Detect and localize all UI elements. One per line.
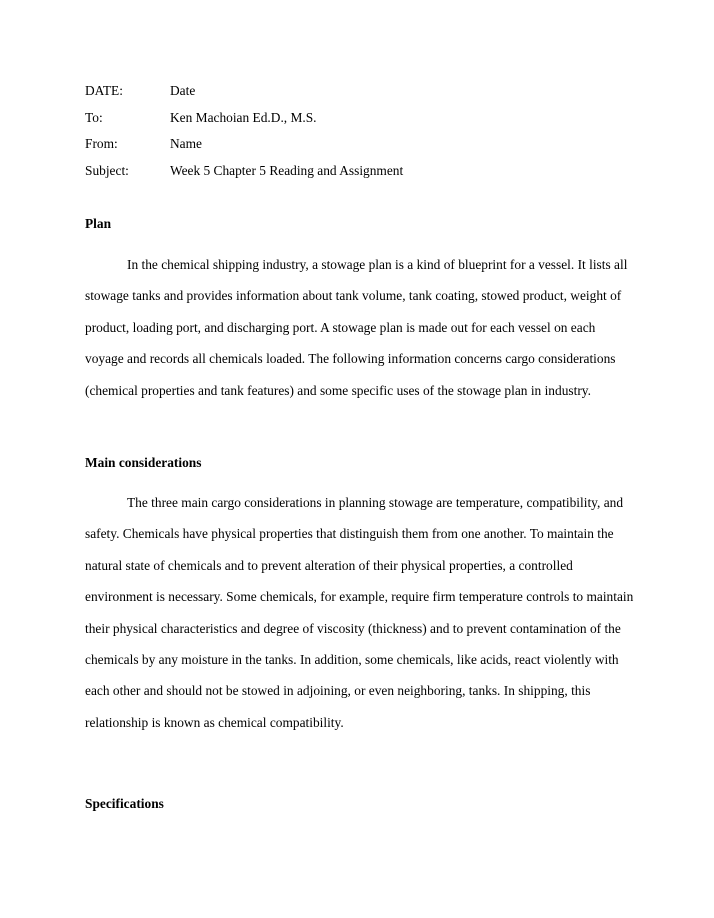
date-label: DATE: [85, 83, 123, 98]
specifications-heading: Specifications [85, 796, 164, 811]
plan-paragraph: In the chemical shipping industry, a stowage plan is a kind of blueprint for a vessel. It lists all stowage tanks and provides information about tank volume, tank coating, stowed product, weight of product, loading port, and discharging port. A stowage plan is made out for each vessel on each voyage and records all chemicals loaded. The following information concerns cargo considerations (chemical properties and tank features) and some specific uses of the stowage plan in industry. [85, 257, 628, 398]
plan-heading: Plan [85, 216, 112, 231]
from-value: Name [170, 136, 202, 151]
subject-label: Subject: [85, 162, 129, 178]
to-label: To: [85, 109, 103, 125]
to-value: Ken Machoian Ed.D., M.S. [170, 109, 317, 125]
from-label: From: [85, 136, 118, 151]
subject-value: Week 5 Chapter 5 Reading and Assignment [170, 162, 404, 178]
memo-header [85, 82, 645, 188]
memo-subject-row [85, 162, 645, 189]
memo-date-row [85, 82, 645, 109]
main-considerations-heading: Main considerations [85, 455, 202, 470]
memo-from-row [85, 135, 645, 162]
memo-to-row [85, 109, 645, 136]
main-considerations-paragraph: The three main cargo considerations in planning stowage are temperature, compatibility, and safety. Chemicals have physical properties that distinguish them from one another. To maintain the natural state of chemicals and to prevent alteration of their physical properties, a controlled environment is necessary. Some chemicals, for example, require firm temperature controls to maintain their physical characteristics and degree of viscosity (thickness) and to prevent contamination of the chemicals by any moisture in the tanks. In addition, some chemicals, like acids, react violently with each other and should not be stowed in adjoining, or even neighboring, tanks. In shipping, this relationship is known as chemical compatibility. [85, 495, 634, 730]
date-value: Date [170, 83, 196, 98]
